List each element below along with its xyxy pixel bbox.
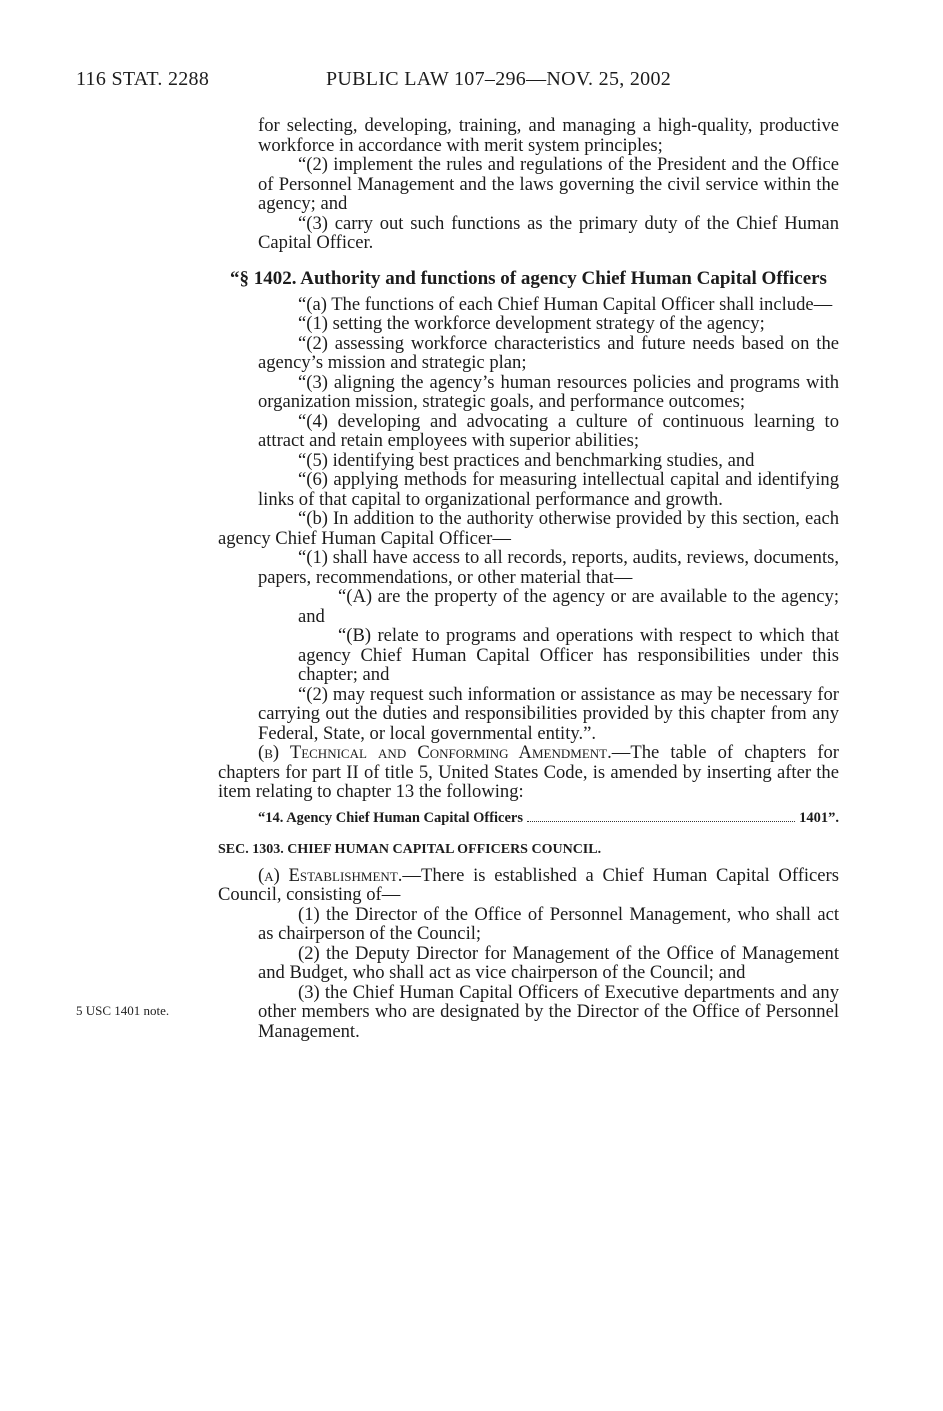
amendment-label: (b) Technical and Conforming Amendment. (258, 742, 612, 763)
toc-number: 1401”. (799, 809, 839, 826)
establishment-label: (a) Establishment. (258, 864, 403, 886)
section-heading-1402: “§ 1402. Authority and functions of agency Chief Human Capital Officers (230, 267, 827, 289)
paragraph: “(a) The functions of each Chief Human Capital Officer shall include— (298, 293, 833, 315)
list-item: “(3) aligning the agency’s human resources policies and programs with organization mission, strategic goals, and performance outcomes; (258, 371, 839, 412)
list-item: (2) the Deputy Director for Management of the Office of Management and Budget, who shall act as vice chairperson of the Council; and (258, 942, 839, 983)
list-item: “(1) setting the workforce development strategy of the agency; (298, 313, 765, 334)
paragraph: “(2) implement the rules and regulations of the President and the Office of Personnel Management and the laws governing the civil service within the agency; and (258, 154, 839, 214)
list-item: “(5) identifying best practices and benchmarking studies, and (298, 449, 755, 471)
stat-page-number: 116 STAT. 2288 (76, 68, 210, 90)
list-item: “(4) developing and advocating a culture of continuous learning to attract and retain employees with superior abilities; (258, 410, 839, 451)
list-item: “(1) shall have access to all records, reports, audits, reviews, documents, papers, recommendations, or other material that— (258, 547, 839, 588)
list-item: (3) the Chief Human Capital Officers of Executive departments and any other members who are designated by the Director of the Office of Personnel Management. (258, 981, 839, 1042)
dot-leader (527, 821, 795, 822)
paragraph: “(3) carry out such functions as the primary duty of the Chief Human Capital Officer. (258, 212, 839, 253)
section-title-1303: SEC. 1303. CHIEF HUMAN CAPITAL OFFICERS COUNCIL. (218, 841, 602, 857)
margin-note: 5 USC 1401 note. (76, 1003, 170, 1018)
list-item: “(2) may request such information or assistance as may be necessary for carrying out the duties and responsibilities provided by this chapter from any Federal, State, or local governmental entity.”. (258, 683, 839, 744)
list-item: (1) the Director of the Office of Personnel Management, who shall act as chairperson of the Council; (258, 903, 839, 944)
paragraph: for selecting, developing, training, and managing a high-quality, productive workforce in accordance with merit system principles; (258, 115, 839, 156)
paragraph: “(b) In addition to the authority otherwise provided by this section, each agency Chief Human Capital Officer— (218, 508, 839, 549)
list-item: “(A) are the property of the agency or are available to the agency; and (298, 586, 839, 627)
toc-label: “14. Agency Chief Human Capital Officers (258, 809, 524, 826)
establishment-text: —There is established a Chief Human Capital Officers Council, consisting of— (218, 864, 839, 905)
list-item: “(6) applying methods for measuring intellectual capital and identifying links of that capital to organizational performance and growth. (258, 469, 839, 510)
establishment-paragraph (218, 866, 839, 905)
amendment-paragraph (218, 743, 839, 802)
document-body (218, 116, 839, 1041)
list-item: “(B) relate to programs and operations with respect to which that agency Chief Human Capital Officer has responsibilities under this chapter; and (298, 625, 839, 685)
toc-entry (258, 808, 839, 828)
running-header: PUBLIC LAW 107–296—NOV. 25, 2002 (326, 68, 672, 90)
list-item: “(2) assessing workforce characteristics and future needs based on the agency’s mission and strategic plan; (258, 332, 839, 373)
amendment-text: —The table of chapters for chapters for part II of title 5, United States Code, is amended by inserting after the item relating to chapter 13 the following: (218, 742, 839, 802)
